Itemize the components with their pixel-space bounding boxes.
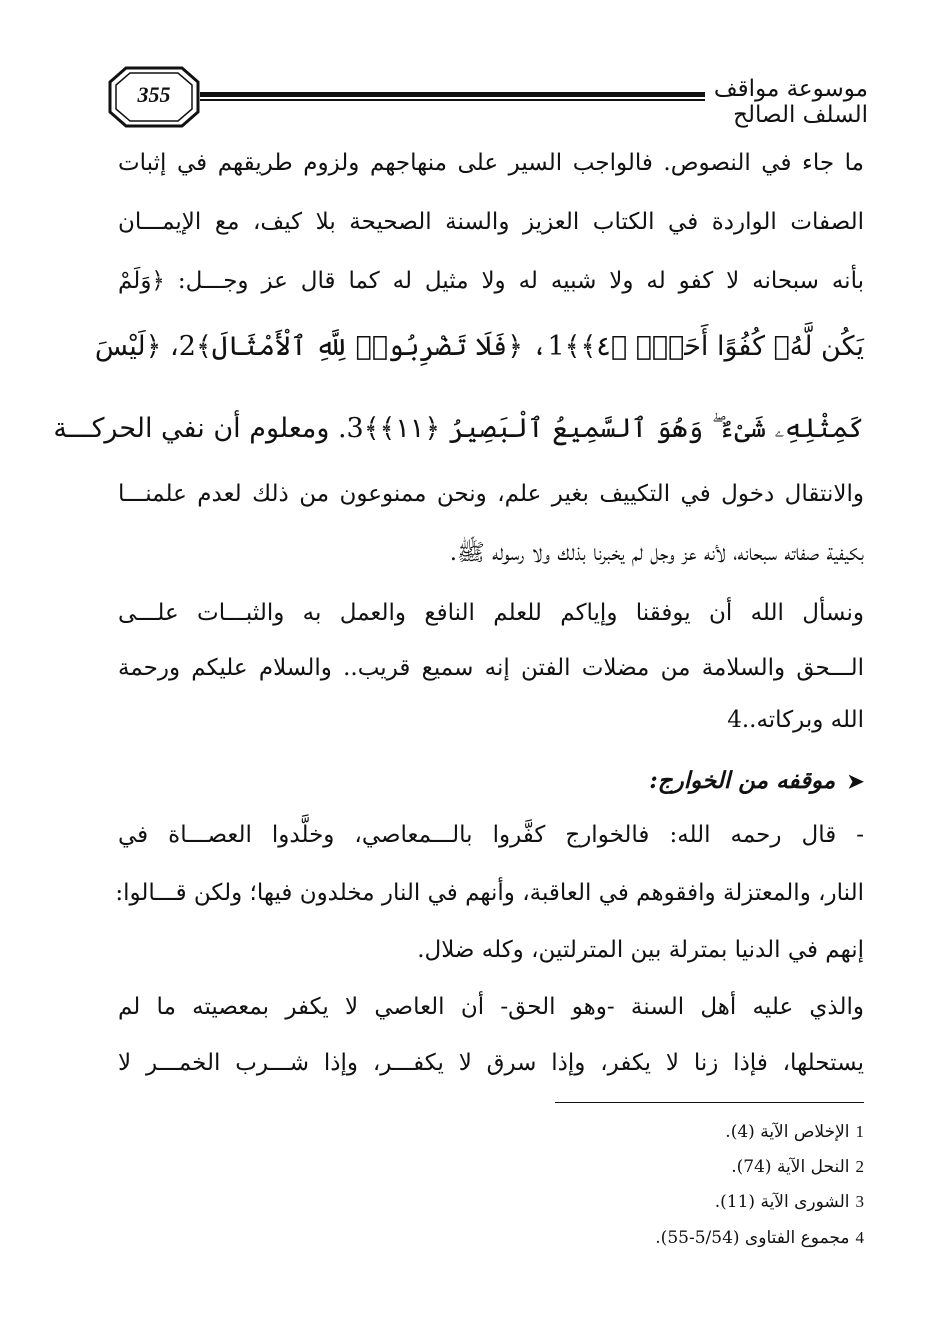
body-line: يستحلها، فإذا زنا لا يكفر، وإذا سرق لا يكفـــر، وإذا شـــرب الخمـــر لا [118,1050,864,1076]
body-line: ما جاء في النصوص. فالواجب السير على منهاجهم ولزوم طريقهم في إثبات [118,150,864,176]
body-line: الصفات الواردة في الكتاب العزيز والسنة الصحيحة بلا كيف، مع الإيمـــان [118,209,864,235]
body-line: بكيفية صفاته سبحانه، لأنه عز وجل لم يخبرنا بذلك ولا رسوله ﷺ. [449,540,864,566]
footnote: 2النحل الآية (74). [731,1157,864,1177]
page-number: 355 [137,82,171,107]
body-line: إنهم في الدنيا بمترلة بين المترلتين، وكله ضلال. [417,937,864,963]
footnote: 4مجموع الفتاوى (5/54-55). [655,1228,864,1248]
section-heading: ➤موقفه من الخوارج: [118,764,864,798]
arrow-icon: ➤ [847,769,864,793]
body-line: النار، والمعتزلة وافقوهم في العاقبة، وأنهم في النار مخلدون فيها؛ ولكن قـــالوا: [115,880,864,906]
body-line-verse: يَكُن لَّهُۥ كُفُوًا أَحَدٌۢ ﴿٤﴾﴾1، ﴿فَلَا تَضْرِبُوا۟ لِلَّهِ ٱلْأَمْثَالَ﴾2، ﴿لَيْسَ [94,331,864,362]
footnote: 3الشورى الآية (11). [714,1192,864,1212]
body-line-verse: كَمِثْلِهِۦ شَىْءٌ ۖ وَهُوَ ٱلسَّمِيعُ ٱلْبَصِيرُ ﴿١١﴾﴾3. ومعلوم أن نفي الحركـــة [53,413,864,444]
body-line: الله وبركاته..4 [727,707,864,733]
header-title: موسوعة مواقف السلف الصالح [713,76,868,128]
footnote-rule [555,1102,864,1103]
page-header [108,62,868,142]
body-line: والانتقال دخول في التكييف بغير علم، ونحن ممنوعون من ذلك لعدم علمنـــا [118,481,864,507]
body-line: بأنه سبحانه لا كفو له ولا شبيه له ولا مثيل له كما قال عز وجـــل: ﴿وَلَمْ [118,268,864,294]
body-line: - قال رحمه الله: فالخوارج كفَّروا بالـــمعاصي، وخلَّدوا العصـــاة في [118,822,864,848]
footnote: 1الإخلاص الآية (4). [725,1122,864,1142]
body-line: والذي عليه أهل السنة -وهو الحق- أن العاصي لا يكفر بمعصيته ما لم [118,994,864,1020]
body-line: ونسأل الله أن يوفقنا وإياكم للعلم النافع والعمل به والثبـــات علـــى [118,600,864,626]
header-rule [200,92,705,102]
page-number-badge [108,66,200,128]
body-line: الـــحق والسلامة من مضلات الفتن إنه سميع قريب.. والسلام عليكم ورحمة [118,655,864,681]
